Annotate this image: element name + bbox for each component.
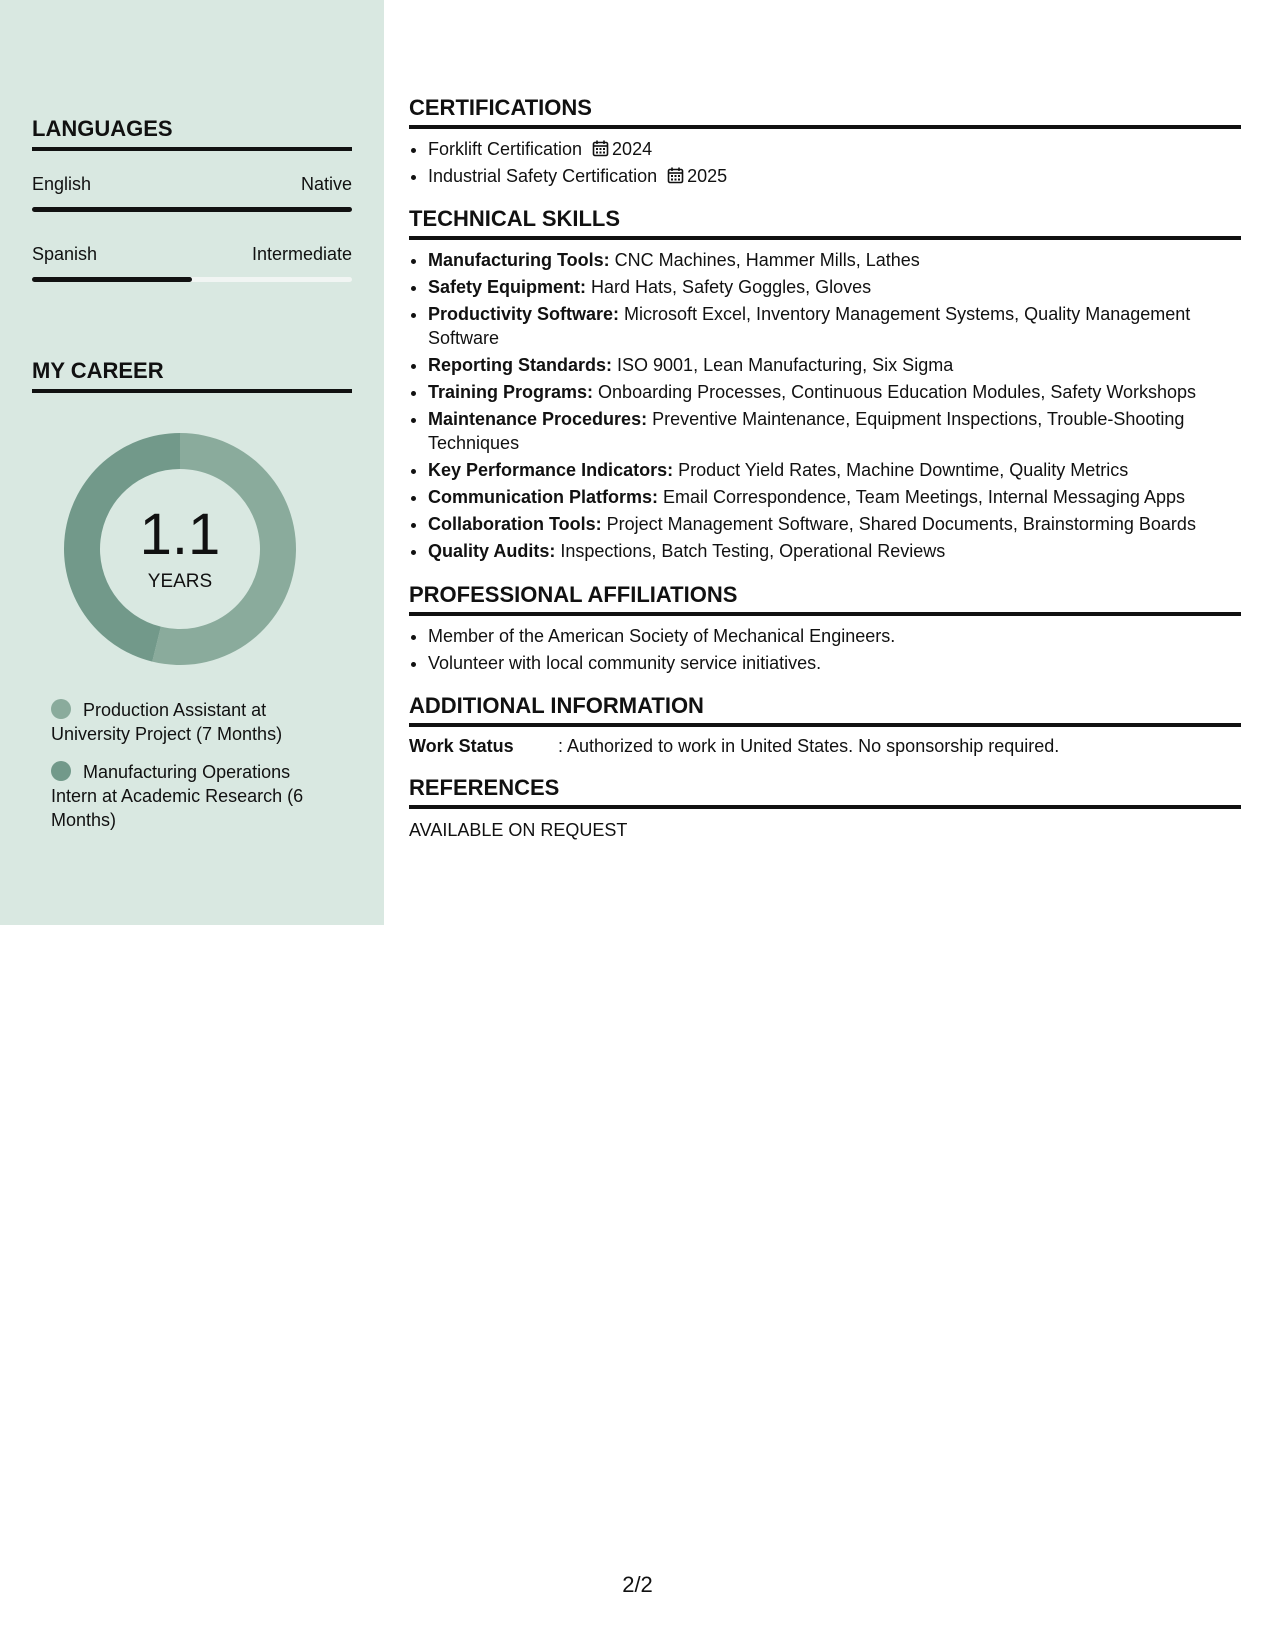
- language-level: Native: [300, 174, 352, 194]
- career-item-text: Production Assistant at University Project (7 Months): [51, 700, 283, 744]
- skill-text: ISO 9001, Lean Manufacturing, Six Sigma: [612, 355, 954, 375]
- language-level: Intermediate: [251, 244, 352, 264]
- list-item: [428, 164, 1241, 188]
- references-heading: REFERENCES: [409, 775, 1241, 809]
- cert-year: 2024: [612, 139, 653, 159]
- certifications-list: [409, 137, 1241, 191]
- page-number: 2/2: [622, 1572, 653, 1597]
- list-item: [428, 137, 1241, 161]
- list-item: [428, 539, 1241, 563]
- sidebar: [0, 0, 384, 925]
- cert-name: Industrial Safety Certification: [428, 166, 658, 186]
- skill-text: Product Yield Rates, Machine Downtime, Quality Metrics: [673, 460, 1129, 480]
- affiliations-heading: PROFESSIONAL AFFILIATIONS: [409, 582, 1241, 616]
- technical-skills-list: [409, 248, 1241, 566]
- skill-label: Reporting Standards:: [428, 355, 613, 375]
- list-item: • Member of the American Society of Mechanical Engineers.: [428, 624, 1241, 648]
- skill-text: Project Management Software, Shared Documents, Brainstorming Boards: [601, 514, 1196, 534]
- skill-label: Maintenance Procedures:: [428, 409, 648, 429]
- work-status-value: : Authorized to work in United States. No sponsorship required.: [558, 736, 1060, 756]
- career-total-unit: YEARS: [147, 571, 213, 592]
- career-donut: [64, 433, 296, 665]
- proficiency-fill: [32, 277, 192, 282]
- legend-dot: [51, 699, 71, 719]
- proficiency-bar: [32, 277, 352, 282]
- skill-label: Communication Platforms:: [428, 487, 659, 507]
- list-item: [428, 302, 1241, 350]
- cert-year: 2025: [687, 166, 728, 186]
- career-total-value: 1.1: [139, 502, 221, 567]
- cert-name: Forklift Certification: [428, 139, 583, 159]
- skill-label: Collaboration Tools:: [428, 514, 602, 534]
- list-item: [428, 248, 1241, 272]
- skill-text: CNC Machines, Hammer Mills, Lathes: [609, 250, 920, 270]
- career-heading: MY CAREER: [32, 358, 352, 393]
- languages-heading: LANGUAGES: [32, 116, 352, 151]
- additional-info-heading: ADDITIONAL INFORMATION: [409, 693, 1241, 727]
- career-item: [51, 760, 341, 832]
- work-status-label: Work Status: [409, 736, 514, 756]
- list-item: [428, 458, 1241, 482]
- career-item-text: Manufacturing Operations Intern at Academic Research (6 Months): [51, 762, 304, 830]
- calendar-icon: [667, 167, 684, 184]
- calendar-icon: [592, 140, 609, 157]
- language-name: Spanish: [32, 244, 98, 264]
- list-item: [428, 485, 1241, 509]
- legend-dot: [51, 761, 71, 781]
- skill-text: Preventive Maintenance, Equipment Inspections, Trouble-Shooting Techniques: [428, 409, 1185, 453]
- proficiency-fill: [32, 207, 352, 212]
- skill-text: Inspections, Batch Testing, Operational Reviews: [555, 541, 946, 561]
- affiliations-list: [409, 624, 1241, 678]
- technical-skills-heading: TECHNICAL SKILLS: [409, 206, 1241, 240]
- language-name: English: [32, 174, 92, 194]
- list-item: [428, 407, 1241, 455]
- certifications-heading: CERTIFICATIONS: [409, 95, 1241, 129]
- references-text: AVAILABLE ON REQUEST: [409, 820, 628, 840]
- skill-text: Email Correspondence, Team Meetings, Internal Messaging Apps: [658, 487, 1185, 507]
- skill-text: Hard Hats, Safety Goggles, Gloves: [586, 277, 872, 297]
- career-item: [51, 698, 341, 746]
- skill-label: Manufacturing Tools:: [428, 250, 610, 270]
- skill-text: Microsoft Excel, Inventory Management Systems, Quality Management Software: [428, 304, 1191, 348]
- list-item: • Volunteer with local community service initiatives.: [428, 651, 1241, 675]
- proficiency-bar: [32, 207, 352, 212]
- skill-label: Training Programs:: [428, 382, 594, 402]
- skill-text: Onboarding Processes, Continuous Education Modules, Safety Workshops: [593, 382, 1197, 402]
- skill-label: Quality Audits:: [428, 541, 556, 561]
- skill-label: Productivity Software:: [428, 304, 620, 324]
- skill-label: Key Performance Indicators:: [428, 460, 674, 480]
- skill-label: Safety Equipment:: [428, 277, 587, 297]
- list-item: [428, 380, 1241, 404]
- list-item: [428, 353, 1241, 377]
- list-item: [428, 275, 1241, 299]
- list-item: [428, 512, 1241, 536]
